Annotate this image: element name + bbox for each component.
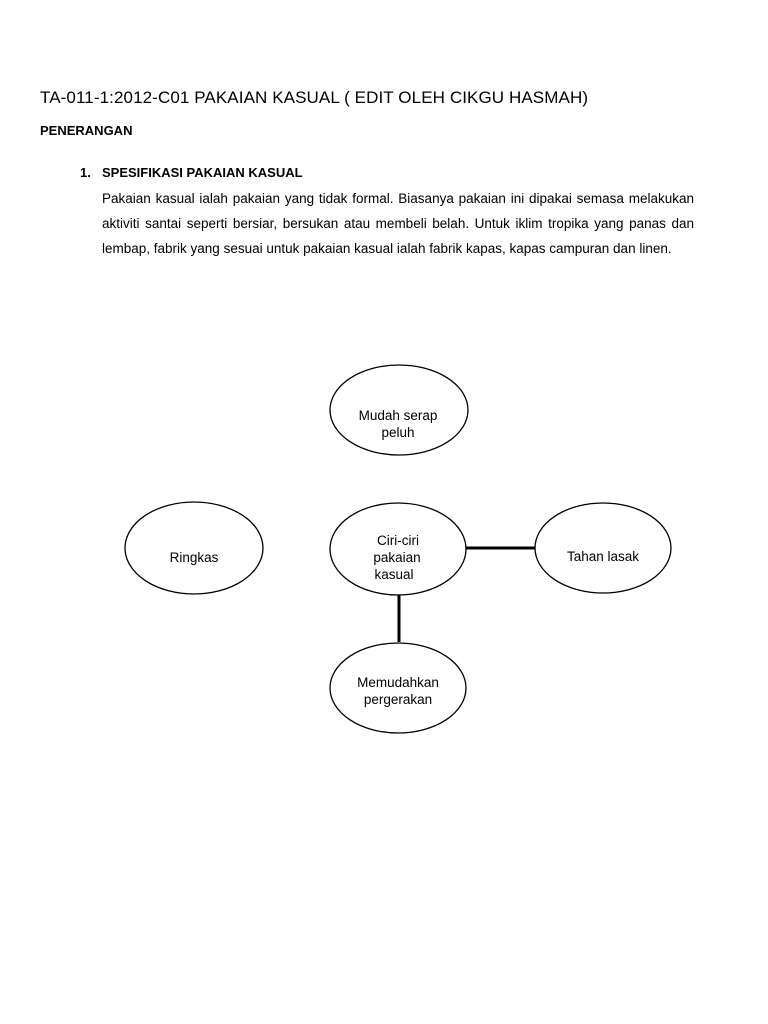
document-title: TA-011-1:2012-C01 PAKAIAN KASUAL ( EDIT OLEH CIKGU HASMAH)	[40, 88, 589, 107]
node-left	[125, 502, 263, 594]
body-paragraph: Pakaian kasual ialah pakaian yang tidak formal. Biasanya pakaian ini dipakai semasa melakukan aktiviti santai seperti bersiar, bersukan atau membeli belah. Untuk iklim tropika yang panas dan lembap, fabrik yang sesuai untuk pakaian kasual ialah fabrik kapas, kapas campuran dan linen.	[102, 191, 694, 256]
node-bottom	[330, 643, 466, 733]
node-bottom-label-1: Memudahkan	[357, 675, 439, 690]
node-right-ellipse	[535, 503, 671, 593]
node-left-label: Ringkas	[169, 550, 219, 565]
node-top-label-1: Mudah serap	[358, 408, 438, 423]
node-center-label-1: Ciri-ciri	[377, 533, 419, 548]
node-center-label-3: kasual	[374, 567, 414, 582]
section-heading: PENERANGAN	[40, 123, 133, 138]
node-left-ellipse	[125, 502, 263, 594]
node-top	[330, 365, 468, 455]
node-center	[330, 503, 466, 595]
node-right	[535, 503, 671, 593]
node-center-label-2: pakaian	[373, 550, 421, 565]
list-item-title: SPESIFIKASI PAKAIAN KASUAL	[102, 165, 303, 180]
node-right-label: Tahan lasak	[566, 549, 640, 564]
node-bottom-label-2: pergerakan	[363, 692, 433, 707]
list-item-number: 1.	[80, 165, 91, 180]
node-top-label-2: peluh	[381, 425, 415, 440]
